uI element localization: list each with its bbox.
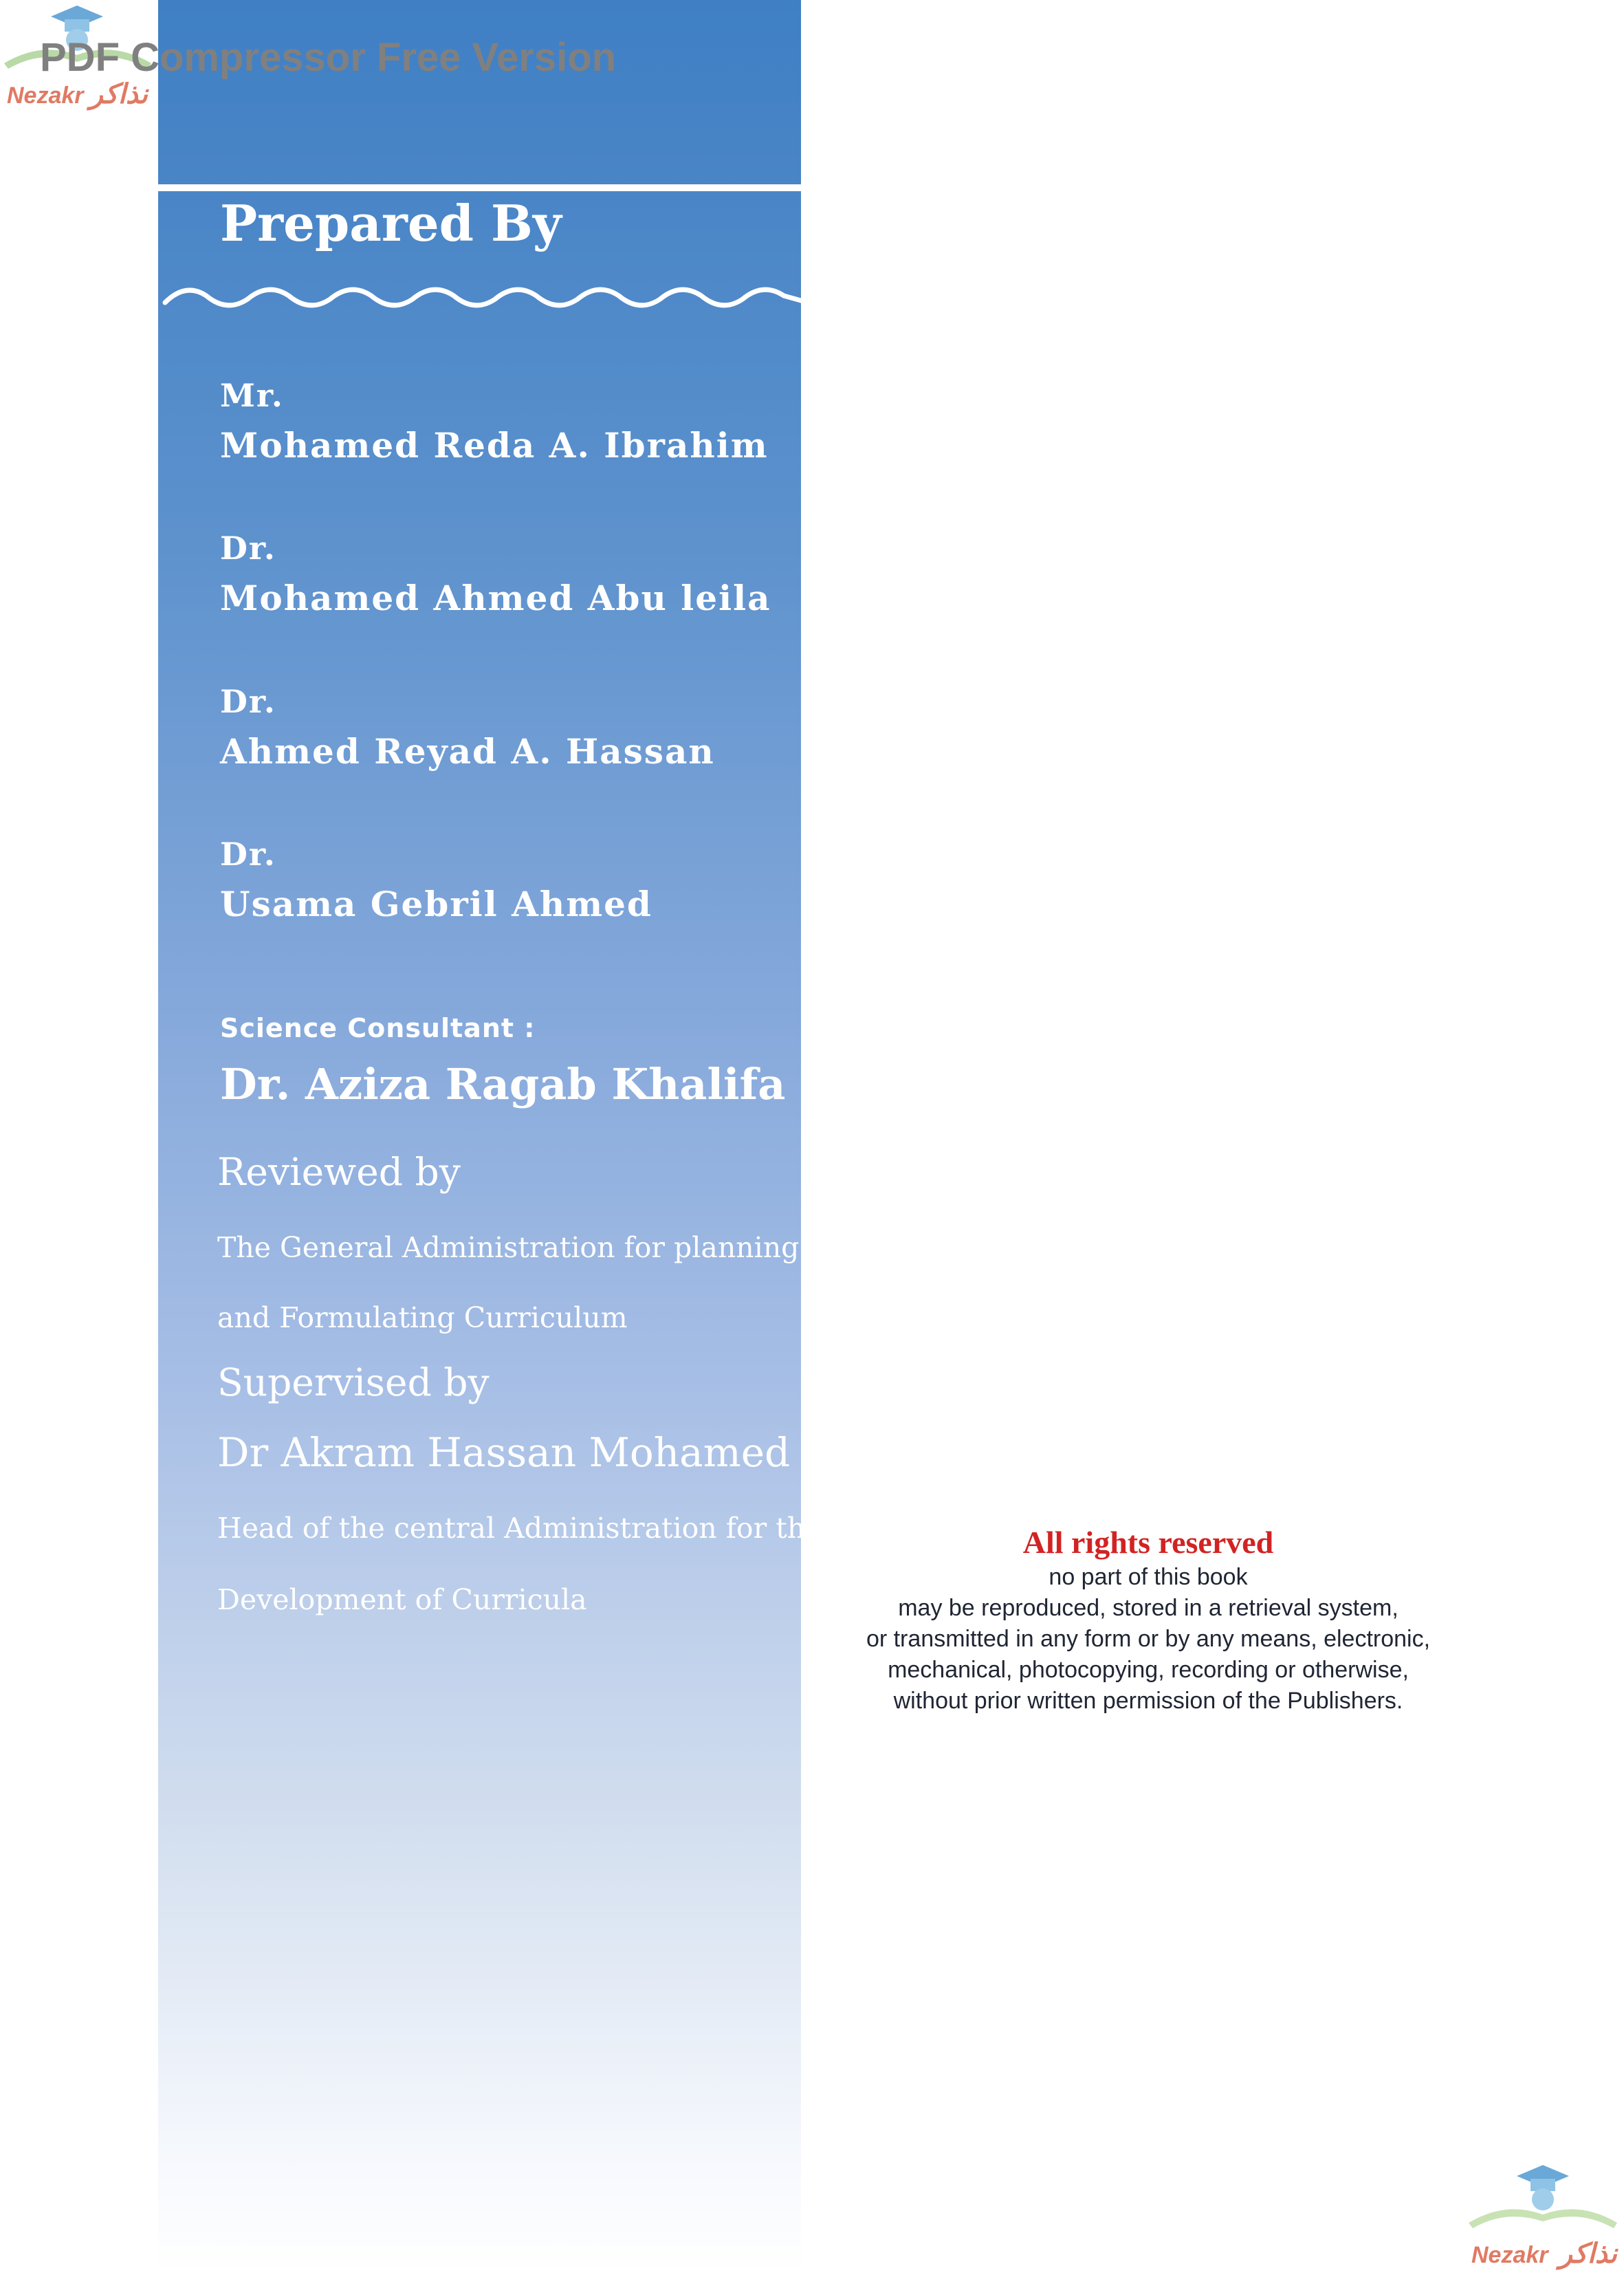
author-1-name: Mohamed Reda A. Ibrahim <box>220 425 769 466</box>
supervisor-line-2: Development of Curricula <box>217 1583 587 1616</box>
rights-line-2: may be reproduced, stored in a retrieval system, <box>898 1595 1398 1621</box>
rights-line-5: without prior written permission of the Publishers. <box>893 1688 1403 1714</box>
supervisor-line-1: Head of the central Administration for the <box>217 1512 822 1545</box>
pdf-watermark: PDF Compressor Free Version <box>40 35 617 80</box>
logo-latin-text: Nezakr <box>7 83 84 109</box>
logo-arabic-text: نذاكر <box>89 79 148 109</box>
author-3-name: Ahmed Reyad A. Hassan <box>220 731 715 772</box>
author-2-title: Dr. <box>220 530 276 567</box>
author-4-title: Dr. <box>220 836 276 873</box>
author-2-name: Mohamed Ahmed Abu leila <box>220 578 771 618</box>
rights-line-1: no part of this book <box>1049 1564 1248 1590</box>
reviewed-by-line-1: The General Administration for planning <box>217 1231 800 1264</box>
author-1-title: Mr. <box>220 377 284 414</box>
reviewed-by-heading: Reviewed by <box>217 1150 461 1194</box>
supervisor-name: Dr Akram Hassan Mohamed <box>217 1429 791 1476</box>
rights-line-3: or transmitted in any form or by any means, electronic, <box>866 1626 1431 1652</box>
panel-divider <box>158 184 801 191</box>
logo-latin-text-bottom: Nezakr <box>1471 2242 1548 2268</box>
rights-notice <box>818 1523 1478 1717</box>
wave-divider <box>158 279 801 327</box>
rights-line-4: mechanical, photocopying, recording or otherwise, <box>888 1657 1409 1683</box>
credits-panel <box>158 0 801 2273</box>
science-consultant-name: Dr. Aziza Ragab Khalifa <box>220 1059 786 1109</box>
nezakr-logo-bottom <box>1464 2160 1624 2273</box>
science-consultant-label: Science Consultant : <box>220 1013 536 1043</box>
supervised-by-heading: Supervised by <box>217 1360 490 1404</box>
rights-heading: All rights reserved <box>1022 1525 1274 1560</box>
prepared-by-heading: Prepared By <box>220 194 562 252</box>
author-4-name: Usama Gebril Ahmed <box>220 884 652 924</box>
reviewed-by-line-2: and Formulating Curriculum <box>217 1301 628 1334</box>
author-3-title: Dr. <box>220 683 276 720</box>
logo-arabic-text-bottom: نذاكر <box>1559 2239 1617 2269</box>
book-icon-bottom <box>1469 2209 1617 2228</box>
